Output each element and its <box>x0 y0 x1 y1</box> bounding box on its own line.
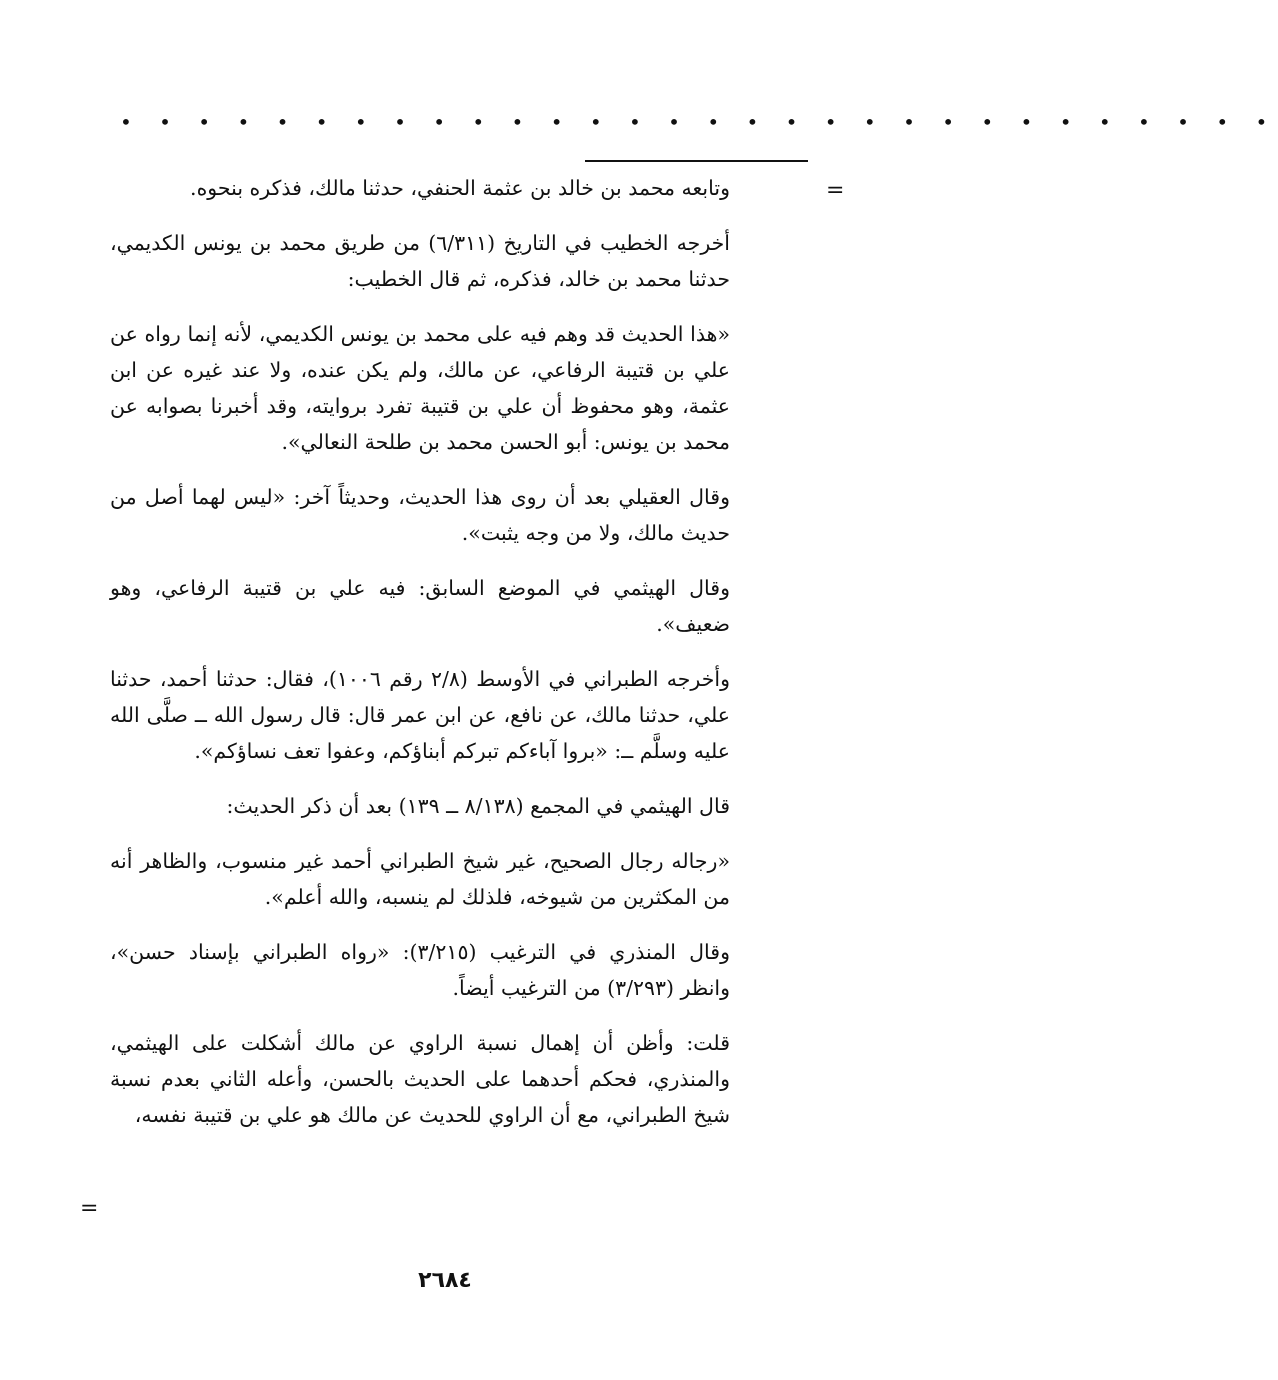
continuation-mark-bottom: = <box>80 1196 99 1221</box>
paragraph: وقال الهيثمي في الموضع السابق: فيه علي بن قتيبة الرفاعي، وهو ضعيف». <box>110 576 730 636</box>
continuation-mark-top: = <box>826 178 845 203</box>
footnote-rule <box>585 160 808 162</box>
paragraph: قال الهيثمي في المجمع (٨/١٣٨ ــ ١٣٩) بعد أن ذكر الحديث: <box>226 794 730 818</box>
paragraph: قلت: وأظن أن إهمال نسبة الراوي عن مالك أشكلت على الهيثمي، والمنذري، فحكم أحدهما على الحديث بالحسن، وأعله الثاني بعدم نسبة شيخ الطبراني، مع أن الراوي للحديث عن مالك هو علي بن قتيبة نفسه، <box>110 1031 730 1127</box>
paragraph: وتابعه محمد بن خالد بن عثمة الحنفي، حدثنا مالك، فذكره بنحوه. <box>190 176 730 200</box>
paragraph: وقال العقيلي بعد أن روى هذا الحديث، وحديثاً آخر: «ليس لهما أصل من حديث مالك، ولا من وجه يثبت». <box>110 485 730 545</box>
paragraph: وأخرجه الطبراني في الأوسط (٢/٨ رقم ١٠٠٦)، فقال: حدثنا أحمد، حدثنا علي، حدثنا مالك، عن نافع، عن ابن عمر قال: قال رسول الله ــ صلَّى الله عليه وسلَّم ــ: «بروا آباءكم تبركم أبناؤكم، وعفوا تعف نساؤكم». <box>110 667 730 763</box>
paragraph: «هذا الحديث قد وهم فيه على محمد بن يونس الكديمي، لأنه إنما رواه عن علي بن قتيبة الرفاعي، عن مالك، ولم يكن عنده، ولا عند غيره عن ابن عثمة، وهو محفوظ أن علي بن قتيبة تفرد بروايته، وقد أخبرنا بصوابه عن محمد بن يونس: أبو الحسن محمد بن طلحة النعالي». <box>110 322 730 454</box>
page-number: ٢٦٨٤ <box>418 1268 472 1293</box>
paragraph: وقال المنذري في الترغيب (٣/٢١٥): «رواه الطبراني بإسناد حسن»، وانظر (٣/٢٩٣) من الترغيب أيضاً. <box>110 940 730 1000</box>
main-text <box>110 170 730 1152</box>
paragraph: «رجاله رجال الصحيح، غير شيخ الطبراني أحمد غير منسوب، والظاهر أنه من المكثرين من شيوخه، فلذلك لم ينسبه، والله أعلم». <box>110 849 730 909</box>
dotted-separator: • • • • • • • • • • • • • • • • • • • • • • • • • • • • • • <box>120 110 1278 134</box>
paragraph: أخرجه الخطيب في التاريخ (٦/٣١١) من طريق محمد بن يونس الكديمي، حدثنا محمد بن خالد، فذكره، ثم قال الخطيب: <box>110 231 731 291</box>
